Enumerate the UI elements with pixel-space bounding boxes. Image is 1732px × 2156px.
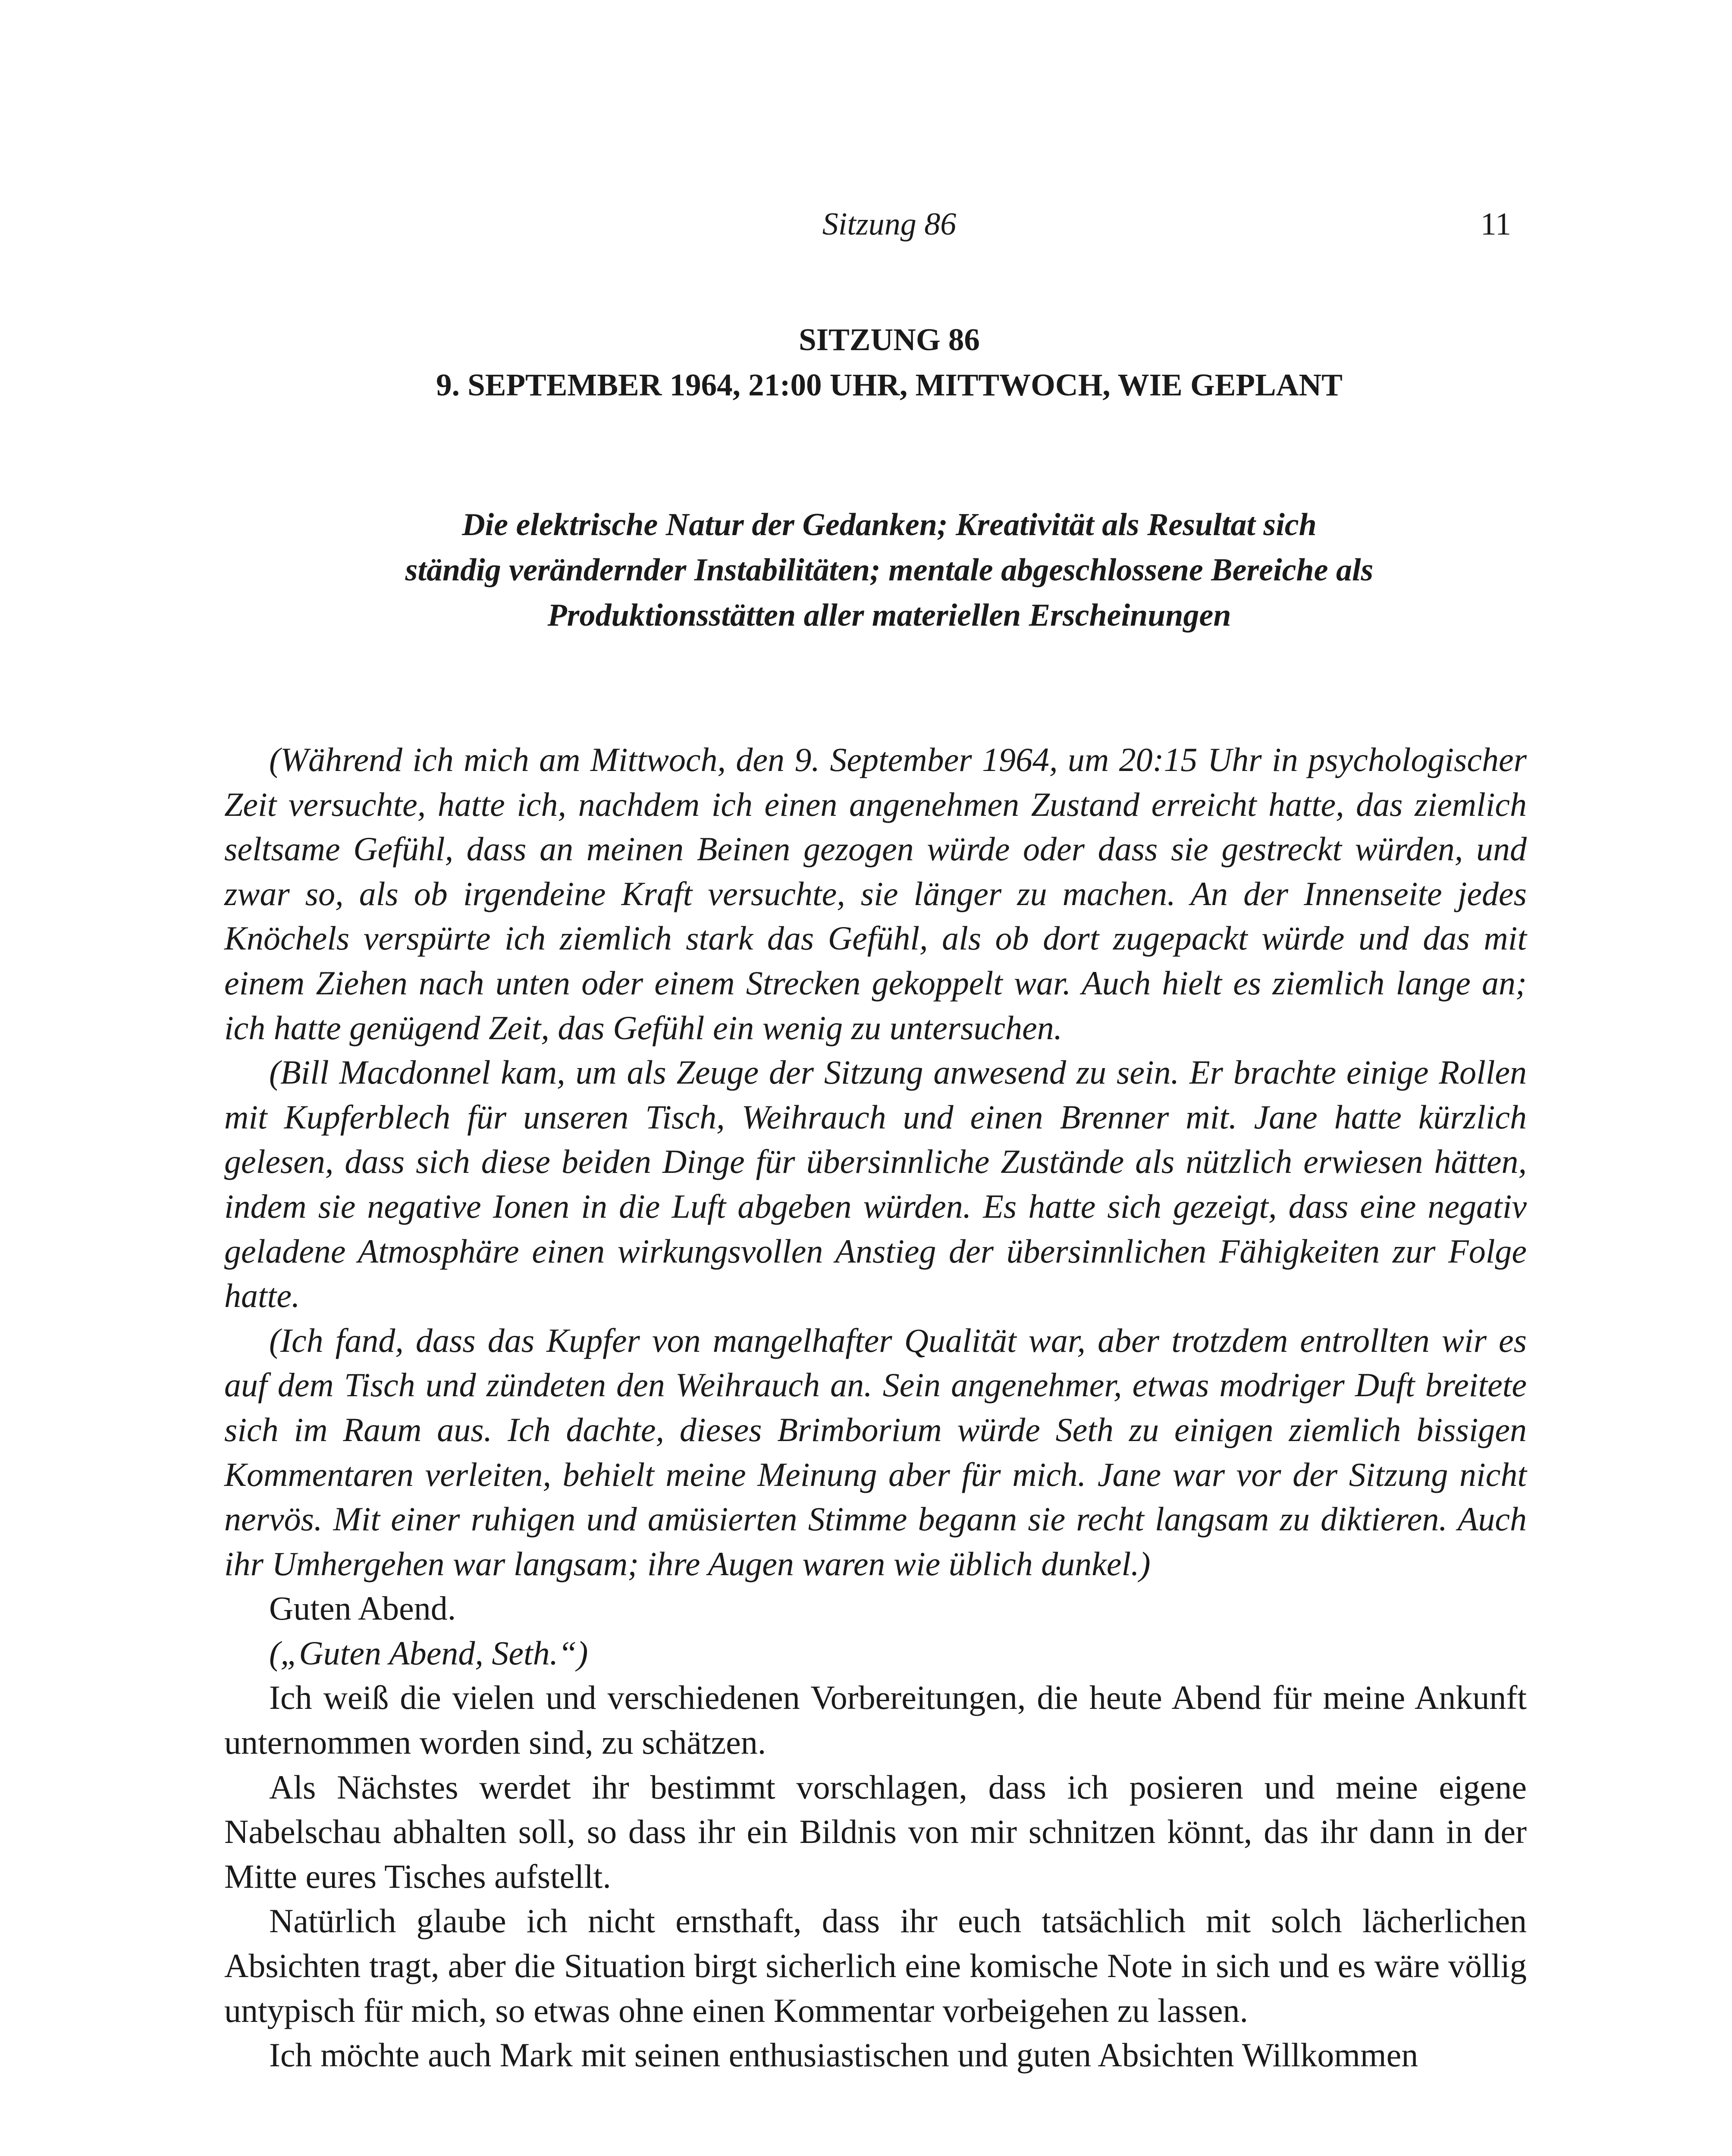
page-number: 11 [1480, 207, 1511, 242]
paragraph-text: Natürlich glaube ich nicht ernsthaft, dass ihr euch tatsächlich mit solch lächerlichen Absichten tragt, aber die Situation birgt sicherlich eine komische Note in sich und es wäre völlig untypisch für mich, so etwas ohne einen Kommentar vorbeigehen zu lassen. [224, 1902, 1527, 2029]
paragraph-text: Ich weiß die vielen und verschiedenen Vorbereitungen, die heute Abend für meine Ankunft unternommen worden sind, zu schätzen. [224, 1679, 1527, 1761]
paragraph-reply: („Guten Abend, Seth.“) [269, 1634, 588, 1672]
running-title: Sitzung 86 [822, 207, 957, 242]
paragraph-notes-1: (Während ich mich am Mittwoch, den 9. September 1964, um 20:15 Uhr in psychologischer Zeit versuchte, hatte ich, nachdem ich einen angenehmen Zustand erreicht hatte, das ziemlich seltsame Gefühl, dass an meinen Beinen gezogen würde oder dass sie gestreckt würden, und zwar so, als ob irgendeine Kraft versuchte, sie länger zu machen. An der Innenseite jedes Knöchels verspürte ich ziemlich stark das Gefühl, als ob dort zugepackt würde und das mit einem Ziehen nach unten oder einem Strecken gekoppelt war. Auch hielt es ziemlich lange an; ich hatte genügend Zeit, das Gefühl ein wenig zu untersuchen. [224, 741, 1527, 1047]
paragraph-text: Als Nächstes werdet ihr bestimmt vorschlagen, dass ich posieren und meine eigene Nabelschau abhalten soll, so dass ihr ein Bildnis von mir schnitzen könnt, das ihr dann in der Mitte eures Tisches aufstellt. [224, 1768, 1527, 1895]
session-subtitle [267, 502, 1511, 638]
subtitle-line: Die elektrische Natur der Gedanken; Kreativität als Resultat sich [462, 507, 1317, 542]
paragraph-greeting: Guten Abend. [269, 1589, 456, 1627]
session-date: 9. SEPTEMBER 1964, 21:00 UHR, MITTWOCH, WIE GEPLANT [436, 367, 1343, 402]
running-head [267, 203, 1511, 246]
paragraph-notes-3: (Ich fand, dass das Kupfer von mangelhafter Qualität war, aber trotzdem entrollten wir es auf dem Tisch und zündeten den Weihrauch an. Sein angenehmer, etwas modriger Duft breitete sich im Raum aus. Ich dachte, dieses Brimborium würde Seth zu einigen ziemlich bissigen Kommentaren verleiten, behielt meine Meinung aber für mich. Jane war vor der Sitzung nicht nervös. Mit einer ruhigen und amüsierten Stimme begann sie recht langsam zu diktieren. Auch ihr Umhergehen war langsam; ihre Augen waren wie üblich dunkel.) [224, 1321, 1527, 1583]
subtitle-line: ständig verändernder Instabilitäten; mentale abgeschlossene Bereiche als [405, 552, 1374, 588]
session-title: SITZUNG 86 [799, 322, 980, 357]
session-heading [267, 317, 1511, 407]
paragraph-text: Ich möchte auch Mark mit seinen enthusiastischen und guten Absichten Willkommen [269, 2036, 1418, 2074]
paragraph-notes-2: (Bill Macdonnel kam, um als Zeuge der Sitzung anwesend zu sein. Er brachte einige Rollen mit Kupferblech für unseren Tisch, Weihrauch und einen Brenner mit. Jane hatte kürzlich gelesen, dass sich diese beiden Dinge für übersinnliche Zustände als nützlich erwiesen hätten, indem sie negative Ionen in die Luft abgeben würden. Es hatte sich gezeigt, dass eine negativ geladene Atmosphäre einen wirkungsvollen Anstieg der übersinnlichen Fähigkeiten zur Folge hatte. [224, 1053, 1527, 1315]
subtitle-line: Produktionsstätten aller materiellen Erscheinungen [547, 598, 1231, 633]
body-text [224, 737, 1527, 2078]
